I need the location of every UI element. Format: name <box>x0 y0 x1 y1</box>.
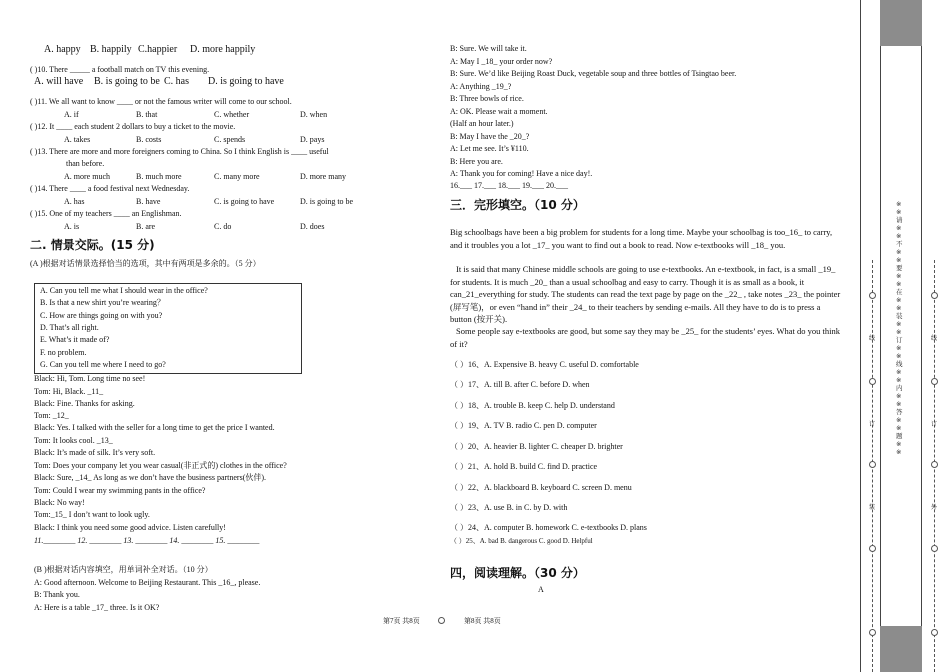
dialogue-line: B: Three bowls of rice. <box>450 94 524 103</box>
box-option-d: D. That’s all right. <box>40 323 99 332</box>
q10-stem: ( )10. There _____ a football match on TV this evening. <box>30 65 210 74</box>
binding-hole-icon <box>931 378 938 385</box>
strip-label: 线 <box>869 335 876 342</box>
binding-hole-icon <box>931 461 938 468</box>
dialogue-line: Black: Sure, _14_ As long as we don’t have the business partners(伙伴). <box>34 473 267 482</box>
binding-hole-icon <box>869 545 876 552</box>
dialogue-line: Tom: _12_ <box>34 411 69 420</box>
dialogue-line: B: Sure. We will take it. <box>450 44 527 53</box>
dialogue-line: Black: I think you need some good advice. Listen carefully! <box>34 523 226 532</box>
binding-hole-icon <box>869 292 876 299</box>
partA-intro: (A )根据对话情景选择恰当的选项，其中有两项是多余的。（5 分） <box>30 259 261 268</box>
strip-top-block <box>880 0 922 46</box>
binding-hole-icon <box>931 292 938 299</box>
dialogue-line: Black: Hi, Tom. Long time no see! <box>34 374 146 383</box>
binding-hole-icon <box>931 629 938 636</box>
cloze-question: （ ）21、A. hold B. build C. find D. practice <box>450 462 598 471</box>
cloze-question: （ ）23、A. use B. in C. by D. with <box>450 503 568 512</box>
binding-hole-icon <box>869 378 876 385</box>
dialogue-line: Tom: It looks cool. _13_ <box>34 436 113 445</box>
answer-blanks: 11.________ 12. ________ 13. ________ 14. ________ 15. ________ <box>34 536 260 545</box>
strip-label: 线 <box>931 335 938 342</box>
partB-line: A: Here is a table _17_ three. Is it OK? <box>34 603 160 612</box>
cloze-question: （ ）18、A. trouble B. keep C. help D. understand <box>450 401 615 410</box>
dialogue-line: Tom: Does your company let you wear casual(非正式的) clothes in the office? <box>34 461 287 470</box>
strip-label: 外 <box>931 504 938 511</box>
footer-right: 第8页 共8页 <box>464 617 501 625</box>
passage-paragraph: Some people say e-textbooks are good, but some say they may be _25_ for the students’ eyes. What do you think of it? <box>450 326 840 349</box>
dialogue-line: Black: Fine. Thanks for asking. <box>34 399 135 408</box>
cloze-question: （ ）17、A. till B. after C. before D. when <box>450 380 590 389</box>
box-option-g: G. Can you tell me where I need to go? <box>40 360 166 369</box>
dialogue-line: B: May I have the _20_? <box>450 132 530 141</box>
answer-blanks: 16.___ 17.___ 18.___ 19.___ 20.___ <box>450 181 568 190</box>
box-option-a: A. Can you tell me what I should wear in the office? <box>40 286 208 295</box>
dialogue-line: A: Let me see. It’s ¥110. <box>450 144 529 153</box>
q13-stem: ( )13. There are more and more foreigners coming to China. So I think English is ____ useful <box>30 147 329 156</box>
binding-hole-icon <box>931 545 938 552</box>
binding-hole-icon <box>869 629 876 636</box>
binding-warning: ※※请※※不※※要※※在※※装※※订※※线※※内※※答※※题※※ <box>896 200 903 456</box>
box-option-c: C. How are things going on with you? <box>40 311 163 320</box>
exam-sheet: A. happy B. happily C.happier D. more happily ( )10. There _____ a football match on TV this evening. A. will have B. is going to be C. has D. is going to have ( )11. We all want to know ____ or not the famous writer will come to our school. A. if B. that C. whether D. when ( )12. It ____ each student 2 dollars to buy a ticket to the movie. A. takes B. costs C. spends D. pays ( )13. There are more and more foreigners coming to China. So I think English is ____ useful than before. A. more much B. much more C. many more D. more many ( )14. There ____ a food festival next Wednesday. A. has B. have C. is going to have D. is going to be ( )15. One of my teachers ____ an Englishman. A. is B. are C. do D. does 二. 情景交际。(15 分) (A )根据对话情景选择恰当的选项，其中有两项是多余的。（5 分） A. Can you tell me what I should wear in the office? B. Is that a new shirt you’re wearing？ C. How are things going on with you? D. That’s all right. E. What’s it made of? F. no problem. G. Can you tell me where I need to go? Black: Hi, Tom. Long time no see! Tom: Hi, Black. _11_ Black: Fine. Thanks for asking. Tom: _12_ Black: Yes. I talked with the seller for a long time to get the price I wanted. Tom: It looks cool. _13_ Black: It’s made of silk. It’s very soft. Tom: Does your company let you wear casual(非正式的) clothes in the office? Black: Sure, _14_ As long as we don’t have the business partners(伙伴). Tom: Could I wear my swimming pants in the office? Black: No way! Tom:_15_ I don’t want to look ugly. Black: I think you need some good advice. Listen carefully! 11.________ 12. ________ 13. ________ 14. ________ 15. ________ (B )根据对话内容填空，用单词补全对话。（10 分） A: Good afternoon. Welcome to Beijing Restaurant. This _16_, please. B: Thank you. A: Here is a table _17_ three. Is it OK? B: Sure. We will take it. A: May I _18_ your order now? B: Sure. We’d like Beijing Roast Duck, vegetable soup and three bottles of Tsingtao beer. A: Anything _19_? B: Three bowls of rice. A: OK. Please wait a moment. (Half an hour later.) B: May I have the _20_? A: Let me see. It’s ¥110. B: Here you are. A: Thank you for coming! Have a nice day!. 16.___ 17.___ 18.___ 19.___ 20.___ 三．完形填空。（10 分） Big schoolbags have been a big problem for students for a long time. Maybe your schoolbag is too_16_ to carry, and it troubles you a lot _17_ you want to find out a book to read. Now e-textbooks will _18_ you. It is said that many Chinese middle schools are going to use e-textbooks. An e-textbook, in fact, is a small _19_ for students. It is much _20_ than a usual schoolbag and easy to carry. Though it is as small as a book, it can_21_everything for study. The students can read the text page by page on the _22_ , take notes _23_ the pointer (屏写笔)，or even “hand in” their _24_ to their teachers by sending e-mails. All they have to do is to press a button (按开关). Some people say e-textbooks are good, but some say they may be _25_ for the students’ eyes. What do you think of it? （ ）16、A. Expensive B. heavy C. useful D. comfortable （ ）17、A. till B. after C. before D. when （ ）18、A. trouble B. keep C. help D. understand （ ）19、A. TV B. radio C. pen D. computer （ ）20、A. heavier B. lighter C. cheaper D. brighter （ ）21、A. hold B. build C. find D. practice （ ）22、A. blackboard B. keyboard C. screen D. menu （ ）23、A. use B. in C. by D. with （ ）24、A. computer B. homework C. e-textbooks D. plans （ ）25、A. bad B. dangerous C. good D. Helpful 四，阅读理解。（30 分） A 第7页 共8页 第8页 共8页 ※※请※※不※※要※※在※※装※※订※※线※※内※※答※※题※※ 线 订 装 线 订 外 <box>0 0 950 672</box>
box-option-b: B. Is that a new shirt you’re wearing？ <box>40 298 165 307</box>
strip-label: 订 <box>869 421 876 428</box>
dialogue-line: Black: It’s made of silk. It’s very soft. <box>34 448 156 457</box>
q15-stem: ( )15. One of my teachers ____ an Englishman. <box>30 209 182 218</box>
dialogue-line: A: May I _18_ your order now? <box>450 57 553 66</box>
cloze-question: （ ）22、A. blackboard B. keyboard C. screen D. menu <box>450 483 632 492</box>
binding-hole-icon <box>869 461 876 468</box>
dialogue-line: Tom:_15_ I don’t want to look ugly. <box>34 510 150 519</box>
cloze-question: （ ）19、A. TV B. radio C. pen D. computer <box>450 421 597 430</box>
strip-label: 装 <box>869 504 876 511</box>
strip-label: 订 <box>931 421 938 428</box>
dialogue-line: A: Anything _19_? <box>450 82 512 91</box>
q11-stem: ( )11. We all want to know ____ or not the famous writer will come to our school. <box>30 97 292 106</box>
section3-title: 三．完形填空。（10 分） <box>450 198 585 212</box>
partB-line: A: Good afternoon. Welcome to Beijing Restaurant. This _16_, please. <box>34 578 261 587</box>
passage-paragraph: Big schoolbags have been a big problem for students for a long time. Maybe your schoolbag is too_16_ to carry, and it troubles you a lot _17_ you want to find out a book to read. Now e-textbooks will _18_ you. <box>450 227 833 250</box>
dialogue-line: Tom: Could I wear my swimming pants in the office? <box>34 486 206 495</box>
dialogue-line: A: Thank you for coming! Have a nice day!. <box>450 169 593 178</box>
dialogue-line: B: Sure. We’d like Beijing Roast Duck, vegetable soup and three bottles of Tsingtao beer. <box>450 69 737 78</box>
cloze-question: （ ）20、A. heavier B. lighter C. cheaper D. brighter <box>450 442 623 451</box>
strip-bottom-block <box>880 626 922 672</box>
dialogue-line: A: OK. Please wait a moment. <box>450 107 548 116</box>
section4-subtitle: A <box>538 585 544 594</box>
section2-title: 二. 情景交际。(15 分) <box>30 238 155 252</box>
partB-line: B: Thank you. <box>34 590 80 599</box>
footer-left: 第7页 共8页 <box>383 617 420 625</box>
q13-stem-cont: than before. <box>66 159 105 168</box>
section4-title: 四，阅读理解。（30 分） <box>450 566 585 580</box>
dialogue-line: Black: Yes. I talked with the seller for a long time to get the price I wanted. <box>34 423 275 432</box>
partB-intro: (B )根据对话内容填空，用单词补全对话。（10 分） <box>34 565 213 574</box>
dialogue-line: (Half an hour later.) <box>450 119 514 128</box>
box-option-e: E. What’s it made of? <box>40 335 110 344</box>
cloze-question: （ ）25、A. bad B. dangerous C. good D. Helpful <box>450 537 593 545</box>
passage-paragraph: It is said that many Chinese middle schools are going to use e-textbooks. An e-textbook, in fact, is a small _19_ for students. It is much _20_ than a usual schoolbag and easy to carry. Though it is as small as a book, it can_21_everything for study. The students can read the text page by page on the _22_ , take notes _23_ the pointer (屏写笔)，or even “hand in” their _24_ to their teachers by sending e-mails. All they have to do is to press a button (按开关). <box>450 264 841 324</box>
q14-stem: ( )14. There ____ a food festival next Wednesday. <box>30 184 190 193</box>
dialogue-line: Black: No way! <box>34 498 85 507</box>
dialogue-line: B: Here you are. <box>450 157 503 166</box>
box-option-f: F. no problem. <box>40 348 87 357</box>
cloze-question: （ ）16、A. Expensive B. heavy C. useful D. comfortable <box>450 360 639 369</box>
q12-stem: ( )12. It ____ each student 2 dollars to buy a ticket to the movie. <box>30 122 236 131</box>
dialogue-line: Tom: Hi, Black. _11_ <box>34 387 104 396</box>
page-separator-icon <box>438 616 445 624</box>
cloze-question: （ ）24、A. computer B. homework C. e-textbooks D. plans <box>450 523 647 532</box>
